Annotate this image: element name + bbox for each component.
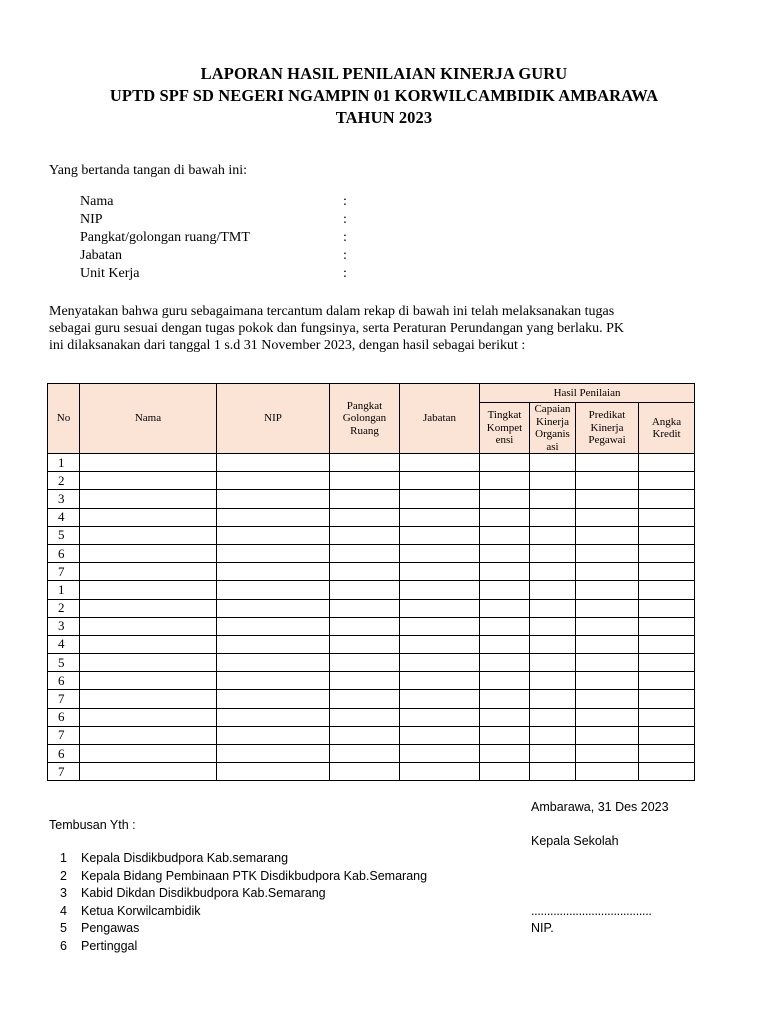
nip-cell bbox=[217, 526, 330, 544]
nip-cell bbox=[217, 599, 330, 617]
jabatan-cell bbox=[400, 526, 480, 544]
tingkat-cell bbox=[480, 472, 530, 490]
pangkat-cell bbox=[330, 654, 400, 672]
predikat-cell bbox=[576, 617, 639, 635]
tingkat-cell bbox=[480, 581, 530, 599]
identity-colon: : bbox=[343, 194, 347, 209]
row-number: 6 bbox=[48, 708, 80, 726]
capaian-cell bbox=[530, 581, 576, 599]
capaian-cell bbox=[530, 690, 576, 708]
table-body bbox=[48, 454, 695, 781]
nama-cell bbox=[80, 654, 217, 672]
row-number: 1 bbox=[48, 581, 80, 599]
pangkat-cell bbox=[330, 454, 400, 472]
nama-cell bbox=[80, 745, 217, 763]
capaian-cell bbox=[530, 526, 576, 544]
nip-cell bbox=[217, 654, 330, 672]
row-number: 4 bbox=[48, 508, 80, 526]
jabatan-cell bbox=[400, 490, 480, 508]
angka-cell bbox=[639, 454, 695, 472]
capaian-cell bbox=[530, 599, 576, 617]
identity-row bbox=[80, 194, 380, 212]
pangkat-cell bbox=[330, 672, 400, 690]
angka-cell bbox=[639, 726, 695, 744]
identity-colon: : bbox=[343, 230, 347, 245]
capaian-cell bbox=[530, 672, 576, 690]
table-row bbox=[48, 708, 695, 726]
jabatan-cell bbox=[400, 544, 480, 562]
header-pangkat: Pangkat Golongan Ruang bbox=[330, 384, 400, 454]
list-item-number: 1 bbox=[60, 851, 67, 865]
tingkat-cell bbox=[480, 708, 530, 726]
predikat-cell bbox=[576, 745, 639, 763]
identity-colon: : bbox=[343, 266, 347, 281]
predikat-cell bbox=[576, 726, 639, 744]
tingkat-cell bbox=[480, 508, 530, 526]
list-item-text: Pertinggal bbox=[81, 939, 138, 953]
capaian-cell bbox=[530, 708, 576, 726]
predikat-cell bbox=[576, 526, 639, 544]
header-hasil-penilaian: Hasil Penilaian bbox=[480, 384, 695, 403]
capaian-cell bbox=[530, 635, 576, 653]
table-row bbox=[48, 635, 695, 653]
row-number: 5 bbox=[48, 526, 80, 544]
angka-cell bbox=[639, 544, 695, 562]
angka-cell bbox=[639, 654, 695, 672]
jabatan-cell bbox=[400, 635, 480, 653]
jabatan-cell bbox=[400, 599, 480, 617]
nip-cell bbox=[217, 617, 330, 635]
pangkat-cell bbox=[330, 745, 400, 763]
angka-cell bbox=[639, 581, 695, 599]
nip-cell bbox=[217, 472, 330, 490]
table-row bbox=[48, 599, 695, 617]
predikat-cell bbox=[576, 708, 639, 726]
jabatan-cell bbox=[400, 454, 480, 472]
table-row bbox=[48, 454, 695, 472]
row-number: 7 bbox=[48, 563, 80, 581]
angka-cell bbox=[639, 745, 695, 763]
tingkat-cell bbox=[480, 617, 530, 635]
row-number: 2 bbox=[48, 599, 80, 617]
tingkat-cell bbox=[480, 563, 530, 581]
jabatan-cell bbox=[400, 726, 480, 744]
angka-cell bbox=[639, 599, 695, 617]
statement-line: Menyatakan bahwa guru sebagaimana tercantum dalam rekap di bawah ini telah melaksanakan tugas bbox=[49, 304, 615, 319]
predikat-cell bbox=[576, 563, 639, 581]
tingkat-cell bbox=[480, 635, 530, 653]
signature-line: ...................................... bbox=[531, 904, 652, 918]
pangkat-cell bbox=[330, 563, 400, 581]
row-number: 7 bbox=[48, 726, 80, 744]
tingkat-cell bbox=[480, 490, 530, 508]
capaian-cell bbox=[530, 726, 576, 744]
jabatan-cell bbox=[400, 472, 480, 490]
nama-cell bbox=[80, 763, 217, 781]
angka-cell bbox=[639, 472, 695, 490]
nama-cell bbox=[80, 726, 217, 744]
nip-cell bbox=[217, 672, 330, 690]
jabatan-cell bbox=[400, 617, 480, 635]
list-item-text: Kepala Bidang Pembinaan PTK Disdikbudpora Kab.Semarang bbox=[81, 869, 428, 883]
header-no: No bbox=[48, 384, 80, 454]
jabatan-cell bbox=[400, 508, 480, 526]
tingkat-cell bbox=[480, 654, 530, 672]
capaian-cell bbox=[530, 472, 576, 490]
list-item-text: Kabid Dikdan Disdikbudpora Kab.Semarang bbox=[81, 886, 326, 900]
predikat-cell bbox=[576, 581, 639, 599]
list-item-text: Pengawas bbox=[81, 921, 140, 935]
row-number: 2 bbox=[48, 472, 80, 490]
nama-cell bbox=[80, 490, 217, 508]
capaian-cell bbox=[530, 654, 576, 672]
predikat-cell bbox=[576, 472, 639, 490]
nip-cell bbox=[217, 581, 330, 599]
predikat-cell bbox=[576, 672, 639, 690]
header-predikat-kinerja: Predikat Kinerja Pegawai bbox=[576, 403, 639, 454]
table-row bbox=[48, 672, 695, 690]
identity-colon: : bbox=[343, 248, 347, 263]
nama-cell bbox=[80, 690, 217, 708]
capaian-cell bbox=[530, 508, 576, 526]
capaian-cell bbox=[530, 454, 576, 472]
nip-cell bbox=[217, 544, 330, 562]
predikat-cell bbox=[576, 454, 639, 472]
signer-title: Kepala Sekolah bbox=[531, 834, 619, 848]
table-row bbox=[48, 508, 695, 526]
nama-cell bbox=[80, 508, 217, 526]
nama-cell bbox=[80, 635, 217, 653]
nip-cell bbox=[217, 563, 330, 581]
angka-cell bbox=[639, 635, 695, 653]
capaian-cell bbox=[530, 544, 576, 562]
nama-cell bbox=[80, 454, 217, 472]
pangkat-cell bbox=[330, 599, 400, 617]
nama-cell bbox=[80, 472, 217, 490]
pangkat-cell bbox=[330, 544, 400, 562]
pangkat-cell bbox=[330, 526, 400, 544]
angka-cell bbox=[639, 563, 695, 581]
angka-cell bbox=[639, 672, 695, 690]
capaian-cell bbox=[530, 563, 576, 581]
nama-cell bbox=[80, 526, 217, 544]
nip-cell bbox=[217, 690, 330, 708]
pangkat-cell bbox=[330, 472, 400, 490]
predikat-cell bbox=[576, 635, 639, 653]
identity-label: Nama bbox=[80, 194, 114, 209]
header-angka-kredit: Angka Kredit bbox=[639, 403, 695, 454]
predikat-cell bbox=[576, 654, 639, 672]
predikat-cell bbox=[576, 490, 639, 508]
nip-cell bbox=[217, 745, 330, 763]
table-row bbox=[48, 617, 695, 635]
row-number: 6 bbox=[48, 672, 80, 690]
predikat-cell bbox=[576, 599, 639, 617]
row-number: 3 bbox=[48, 617, 80, 635]
jabatan-cell bbox=[400, 690, 480, 708]
pangkat-cell bbox=[330, 508, 400, 526]
capaian-cell bbox=[530, 617, 576, 635]
intro-text: Yang bertanda tangan di bawah ini: bbox=[49, 163, 248, 178]
list-item-number: 4 bbox=[60, 904, 67, 918]
nama-cell bbox=[80, 563, 217, 581]
header-jabatan: Jabatan bbox=[400, 384, 480, 454]
table-row bbox=[48, 581, 695, 599]
capaian-cell bbox=[530, 745, 576, 763]
nip-label: NIP. bbox=[531, 921, 554, 935]
header-capaian-kinerja: Capaian Kinerja Organis asi bbox=[530, 403, 576, 454]
nip-cell bbox=[217, 490, 330, 508]
nip-cell bbox=[217, 726, 330, 744]
pangkat-cell bbox=[330, 617, 400, 635]
table-row bbox=[48, 526, 695, 544]
tingkat-cell bbox=[480, 599, 530, 617]
nama-cell bbox=[80, 544, 217, 562]
row-number: 5 bbox=[48, 654, 80, 672]
tingkat-cell bbox=[480, 690, 530, 708]
row-number: 4 bbox=[48, 635, 80, 653]
jabatan-cell bbox=[400, 745, 480, 763]
nip-cell bbox=[217, 508, 330, 526]
nip-cell bbox=[217, 454, 330, 472]
angka-cell bbox=[639, 490, 695, 508]
jabatan-cell bbox=[400, 763, 480, 781]
tingkat-cell bbox=[480, 672, 530, 690]
jabatan-cell bbox=[400, 563, 480, 581]
tingkat-cell bbox=[480, 763, 530, 781]
tembusan-title: Tembusan Yth : bbox=[49, 818, 136, 832]
identity-label: NIP bbox=[80, 212, 103, 227]
tingkat-cell bbox=[480, 544, 530, 562]
tingkat-cell bbox=[480, 726, 530, 744]
tingkat-cell bbox=[480, 526, 530, 544]
list-item-number: 5 bbox=[60, 921, 67, 935]
place-date: Ambarawa, 31 Des 2023 bbox=[531, 800, 669, 814]
identity-label: Jabatan bbox=[80, 248, 122, 263]
predikat-cell bbox=[576, 763, 639, 781]
pangkat-cell bbox=[330, 708, 400, 726]
nip-cell bbox=[217, 708, 330, 726]
jabatan-cell bbox=[400, 672, 480, 690]
list-item-number: 2 bbox=[60, 869, 67, 883]
row-number: 7 bbox=[48, 763, 80, 781]
jabatan-cell bbox=[400, 654, 480, 672]
identity-row bbox=[80, 212, 380, 230]
jabatan-cell bbox=[400, 708, 480, 726]
row-number: 3 bbox=[48, 490, 80, 508]
statement-line: sebagai guru sesuai dengan tugas pokok dan fungsinya, serta Peraturan Perundangan yang berlaku. PK bbox=[49, 321, 625, 336]
identity-label: Pangkat/golongan ruang/TMT bbox=[80, 230, 250, 245]
list-item-text: Ketua Korwilcambidik bbox=[81, 904, 201, 918]
capaian-cell bbox=[530, 763, 576, 781]
table-row bbox=[48, 490, 695, 508]
header-nama: Nama bbox=[80, 384, 217, 454]
table-row bbox=[48, 726, 695, 744]
capaian-cell bbox=[530, 490, 576, 508]
school-name: UPTD SPF SD NEGERI NGAMPIN 01 KORWILCAMBIDIK AMBARAWA bbox=[109, 86, 659, 105]
row-number: 6 bbox=[48, 745, 80, 763]
pangkat-cell bbox=[330, 490, 400, 508]
tingkat-cell bbox=[480, 454, 530, 472]
identity-colon: : bbox=[343, 212, 347, 227]
header-tingkat-kompetensi: Tingkat Kompet ensi bbox=[480, 403, 530, 454]
table-row bbox=[48, 472, 695, 490]
predikat-cell bbox=[576, 544, 639, 562]
document-year: TAHUN 2023 bbox=[335, 108, 433, 127]
assessment-table bbox=[47, 383, 695, 781]
angka-cell bbox=[639, 708, 695, 726]
pangkat-cell bbox=[330, 635, 400, 653]
nama-cell bbox=[80, 581, 217, 599]
pangkat-cell bbox=[330, 690, 400, 708]
document-title: LAPORAN HASIL PENILAIAN KINERJA GURU bbox=[200, 64, 568, 83]
pangkat-cell bbox=[330, 763, 400, 781]
nama-cell bbox=[80, 708, 217, 726]
table-row bbox=[48, 654, 695, 672]
identity-row bbox=[80, 230, 380, 248]
nip-cell bbox=[217, 763, 330, 781]
identity-row bbox=[80, 248, 380, 266]
table-row bbox=[48, 563, 695, 581]
table-row bbox=[48, 745, 695, 763]
angka-cell bbox=[639, 763, 695, 781]
predikat-cell bbox=[576, 690, 639, 708]
angka-cell bbox=[639, 690, 695, 708]
angka-cell bbox=[639, 526, 695, 544]
row-number: 1 bbox=[48, 454, 80, 472]
table-row bbox=[48, 544, 695, 562]
table-row bbox=[48, 763, 695, 781]
list-item-number: 3 bbox=[60, 886, 67, 900]
nip-cell bbox=[217, 635, 330, 653]
pangkat-cell bbox=[330, 581, 400, 599]
identity-label: Unit Kerja bbox=[80, 266, 140, 281]
nama-cell bbox=[80, 599, 217, 617]
pangkat-cell bbox=[330, 726, 400, 744]
list-item-text: Kepala Disdikbudpora Kab.semarang bbox=[81, 851, 289, 865]
nama-cell bbox=[80, 617, 217, 635]
angka-cell bbox=[639, 617, 695, 635]
jabatan-cell bbox=[400, 581, 480, 599]
header-nip: NIP bbox=[217, 384, 330, 454]
angka-cell bbox=[639, 508, 695, 526]
row-number: 7 bbox=[48, 690, 80, 708]
table-row bbox=[48, 690, 695, 708]
statement-line: ini dilaksanakan dari tanggal 1 s.d 31 November 2023, dengan hasil sebagai berikut : bbox=[49, 338, 526, 353]
identity-row bbox=[80, 266, 380, 284]
predikat-cell bbox=[576, 508, 639, 526]
tingkat-cell bbox=[480, 745, 530, 763]
nama-cell bbox=[80, 672, 217, 690]
row-number: 6 bbox=[48, 544, 80, 562]
list-item-number: 6 bbox=[60, 939, 67, 953]
